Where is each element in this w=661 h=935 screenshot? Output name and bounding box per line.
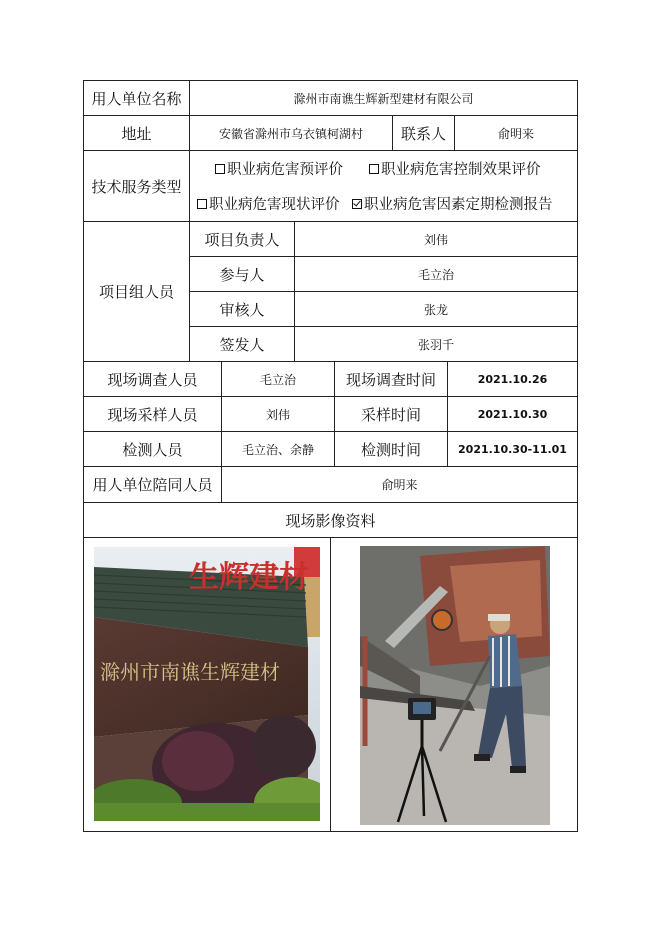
on-site-sampling-photo [360,546,550,825]
test-person-value: 毛立治、余静 [241,442,314,457]
service-option-status-assessment[interactable]: 职业病危害现状评价 [197,193,340,214]
team-name: 张龙 [423,302,448,317]
test-person-label: 检测人员 [122,440,183,459]
escort-label: 用人单位陪同人员 [92,476,213,494]
service-option-pre-assessment[interactable]: 职业病危害预评价 [215,158,343,179]
service-option-control-effect[interactable]: 职业病危害控制效果评价 [369,158,541,179]
team-name: 毛立治 [417,267,454,282]
company-sign-photo [94,547,320,821]
test-time-value: 2021.10.30-11.01 [458,442,567,456]
team-role: 项目负责人 [204,230,280,249]
sampling-person-value: 刘伟 [265,407,290,422]
sign-top-text: 生辉建材 [189,560,309,595]
team-name: 张羽千 [417,337,454,352]
photos-label: 现场影像资料 [285,511,376,530]
sign-text: 滁州市南谯生辉建材 [100,660,280,684]
checkbox-icon [197,199,207,209]
checkbox-icon [215,164,225,174]
team-role: 参与人 [219,265,265,284]
address-label: 地址 [121,124,152,143]
survey-time-label: 现场调查时间 [345,370,436,389]
sampling-person-label: 现场采样人员 [107,405,198,424]
survey-person-label: 现场调查人员 [107,370,198,389]
team-name: 刘伟 [423,232,448,247]
survey-person-value: 毛立治 [259,372,296,387]
escort-value: 俞明来 [381,478,418,492]
contact-value: 俞明来 [497,126,534,141]
sampling-time-label: 采样时间 [360,405,421,424]
unit-name-value: 滁州市南谯生辉新型建材有限公司 [293,91,474,106]
unit-name-label: 用人单位名称 [91,89,182,108]
service-type-label: 技术服务类型 [91,177,182,196]
survey-time-value: 2021.10.26 [477,372,548,386]
team-role: 审核人 [219,300,265,319]
sampling-time-value: 2021.10.30 [477,407,548,421]
checked-checkbox-icon [352,199,362,209]
team-role: 签发人 [219,335,265,354]
team-label: 项目组人员 [98,283,174,301]
service-option-periodic-testing[interactable]: 职业病危害因素定期检测报告 [352,193,553,214]
checkbox-icon [369,164,379,174]
test-time-label: 检测时间 [360,440,421,459]
address-value: 安徽省滁州市乌衣镇柯湖村 [218,126,363,141]
contact-label: 联系人 [400,124,446,143]
